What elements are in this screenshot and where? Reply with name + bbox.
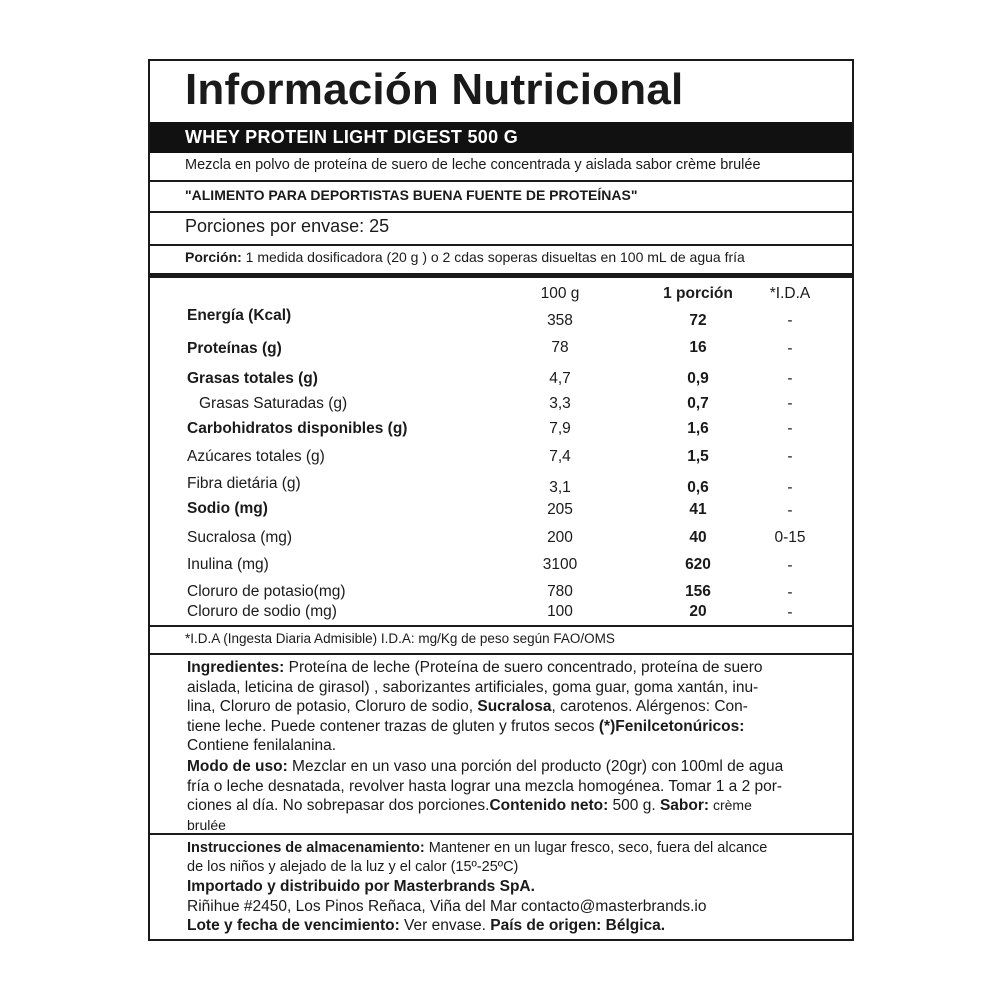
ingredients-text: Contiene fenilalanina.: [187, 737, 337, 755]
value-per-100g: 200: [547, 529, 573, 546]
flavor-value: crème: [709, 797, 752, 814]
value-per-portion: 16: [689, 339, 707, 356]
value-per-portion: 0,6: [687, 479, 709, 496]
lot-label: Lote y fecha de vencimiento:: [187, 917, 400, 935]
nutrient-name: Proteínas (g): [187, 340, 282, 357]
lot-value: Ver envase.: [399, 917, 491, 935]
ingredients-text: Proteína de leche (Proteína de suero concentrado, proteína de suero: [284, 659, 763, 676]
nutrient-name: Sucralosa (mg): [187, 529, 293, 546]
value-ida: 0-15: [774, 529, 806, 546]
value-per-portion: 0,9: [687, 370, 709, 387]
nutrient-name: Cloruro de sodio (mg): [187, 603, 337, 620]
header-per-100g: 100 g: [540, 285, 580, 302]
usage-label: Modo de uso:: [187, 758, 288, 775]
value-per-100g: 3100: [542, 556, 578, 573]
portion-label: Porción:: [185, 249, 242, 265]
nutrient-name: Grasas Saturadas (g): [199, 395, 348, 412]
value-per-portion: 1,5: [687, 448, 709, 465]
country-of-origin: País de origen: Bélgica.: [490, 917, 666, 935]
portion-text: 1 medida dosificadora (20 g ) o 2 cdas soperas disueltas en 100 mL de agua fría: [241, 249, 745, 265]
net-content-value: 500 g.: [608, 797, 660, 815]
product-claim: "ALIMENTO PARA DEPORTISTAS BUENA FUENTE DE PROTEÍNAS": [185, 187, 638, 203]
value-ida: -: [787, 604, 793, 621]
value-per-100g: 780: [547, 583, 573, 600]
phenylketonurics-warning: (*)Fenilcetonúricos:: [598, 717, 745, 735]
usage-text: ciones al día. No sobrepasar dos porciones.: [187, 797, 490, 815]
storage-text: de los niños y alejado de la luz y el calor (15º-25ºC): [187, 859, 519, 875]
value-ida: -: [787, 312, 793, 329]
importer-name: Importado y distribuido por Masterbrands SpA.: [187, 878, 535, 895]
product-name-bar: [150, 122, 852, 153]
thick-divider: [150, 273, 852, 278]
value-per-100g: 358: [547, 312, 573, 329]
header-per-portion: 1 porción: [663, 285, 733, 302]
importer-address: Riñihue #2450, Los Pinos Reñaca, Viña del Mar contacto@masterbrands.io: [187, 897, 707, 915]
nutrient-name: Sodio (mg): [187, 500, 268, 517]
value-per-100g: 7,9: [549, 420, 571, 437]
value-ida: -: [787, 557, 793, 574]
importer-section: [187, 877, 847, 936]
value-ida: -: [787, 448, 793, 465]
usage-text: Mezclar en un vaso una porción del producto (20gr) con 100ml de agua: [287, 758, 784, 775]
value-per-100g: 78: [551, 339, 569, 356]
divider: [150, 211, 852, 213]
servings-per-container: Porciones por envase: 25: [185, 216, 390, 236]
usage-section: [187, 757, 847, 835]
label-title: Información Nutricional: [185, 65, 684, 114]
value-ida: -: [787, 370, 793, 387]
value-per-portion: 0,7: [687, 395, 709, 412]
nutrient-name: Fibra dietária (g): [187, 475, 301, 492]
value-per-portion: 1,6: [687, 420, 709, 437]
header-ida: *I.D.A: [769, 285, 811, 302]
nutrient-name: Carbohidratos disponibles (g): [187, 420, 408, 437]
divider: [150, 625, 852, 627]
product-name: WHEY PROTEIN LIGHT DIGEST 500 G: [185, 127, 519, 147]
nutrition-label: [148, 59, 854, 941]
value-per-100g: 205: [547, 501, 573, 518]
usage-text: fría o leche desnatada, revolver hasta lograr una mezcla homogénea. Tomar 1 a 2 por-: [187, 777, 783, 795]
nutrient-name: Cloruro de potasio(mg): [187, 583, 346, 600]
ingredients-text: aislada, leticina de girasol) , saborizantes artificiales, goma guar, goma xantán, inu-: [187, 678, 759, 696]
value-per-100g: 4,7: [549, 370, 571, 387]
value-per-100g: 3,1: [549, 479, 571, 496]
value-per-portion: 40: [689, 529, 707, 546]
value-ida: -: [787, 584, 793, 601]
value-per-portion: 72: [689, 312, 707, 329]
value-per-portion: 156: [685, 583, 711, 600]
ingredients-text: , carotenos. Alérgenos: Con-: [551, 698, 748, 716]
value-ida: -: [787, 502, 793, 519]
divider: [150, 180, 852, 182]
ingredients-section: [187, 658, 847, 756]
flavor-label: Sabor:: [659, 797, 710, 815]
portion-size: [185, 249, 745, 265]
value-per-100g: 100: [547, 603, 573, 620]
divider: [150, 833, 852, 835]
divider: [150, 244, 852, 246]
net-content-label: Contenido neto:: [489, 797, 609, 815]
nutrient-name: Grasas totales (g): [187, 370, 318, 387]
value-per-100g: 3,3: [549, 395, 571, 412]
value-per-portion: 41: [689, 501, 707, 518]
storage-label: Instrucciones de almacenamiento:: [187, 840, 425, 856]
storage-section: [187, 839, 847, 877]
flavor-value: brulée: [187, 816, 226, 833]
value-ida: -: [787, 420, 793, 437]
value-ida: -: [787, 395, 793, 412]
ida-footnote: *I.D.A (Ingesta Diaria Admisible) I.D.A: mg/Kg de peso según FAO/OMS: [185, 631, 615, 646]
nutrient-name: Inulina (mg): [187, 556, 269, 573]
storage-text: Mantener en un lugar fresco, seco, fuera del alcance: [424, 840, 768, 856]
nutrient-name: Azúcares totales (g): [187, 448, 325, 465]
ingredients-label: Ingredientes:: [187, 659, 285, 676]
value-per-portion: 620: [685, 556, 711, 573]
value-ida: -: [787, 340, 793, 357]
value-per-100g: 7,4: [549, 448, 571, 465]
value-per-portion: 20: [689, 603, 707, 620]
value-ida: -: [787, 479, 793, 496]
ingredients-text: lina, Cloruro de potasio, Cloruro de sodio,: [187, 698, 478, 716]
nutrient-name: Energía (Kcal): [187, 307, 292, 324]
ingredients-text: tiene leche. Puede contener trazas de gluten y frutos secos: [187, 717, 599, 735]
divider: [150, 653, 852, 655]
ingredients-sucralose: Sucralosa: [477, 698, 552, 716]
product-description: Mezcla en polvo de proteína de suero de leche concentrada y aislada sabor crème brulée: [185, 157, 761, 173]
